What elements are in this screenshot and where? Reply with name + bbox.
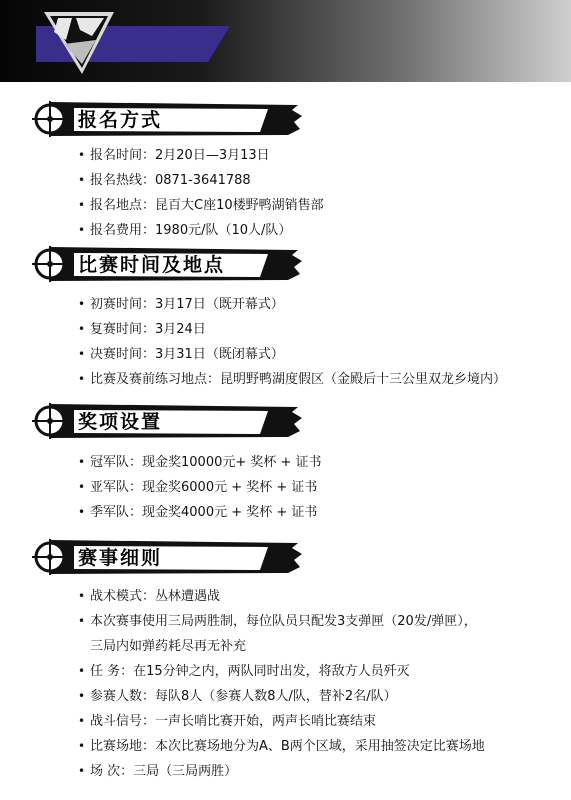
list-item: • 任 务：在15分钟之内，两队同时出发，将敌方人员歼灭 <box>78 659 485 684</box>
section-list <box>78 292 506 392</box>
section-list <box>78 450 322 525</box>
section-title: 奖项设置 <box>78 411 163 433</box>
list-item: • 复赛时间：3月24日 <box>78 317 506 342</box>
list-item: • 报名热线：0871-3641788 <box>78 168 324 193</box>
section-list <box>78 143 324 243</box>
list-item: • 本次赛事使用三局两胜制，每位队员只配发3支弹匣（20发/弹匣）， <box>78 609 485 634</box>
list-item-continuation: 三局内如弹药耗尽再无补充 <box>90 639 247 654</box>
list-item: • 报名地点：昆百大C座10楼野鸭湖销售部 <box>78 193 324 218</box>
list-item: • 冠军队：现金奖10000元+ 奖杯 + 证书 <box>78 450 322 475</box>
section-title: 赛事细则 <box>78 547 163 569</box>
list-item: • 决赛时间：3月31日（既闭幕式） <box>78 342 506 367</box>
list-item: • 比赛场地：本次比赛场地分为A、B两个区域，采用抽签决定比赛场地 <box>78 734 485 759</box>
list-item: • 报名时间：2月20日—3月13日 <box>78 143 324 168</box>
list-item: • 报名费用：1980元/队（10人/队） <box>78 218 324 243</box>
section-list <box>78 584 485 784</box>
section-heading-awards <box>30 400 305 442</box>
list-item: • 季军队：现金奖4000元 + 奖杯 + 证书 <box>78 500 322 525</box>
list-item: • 亚军队：现金奖6000元 + 奖杯 + 证书 <box>78 475 322 500</box>
list-item: • 参赛人数：每队8人（参赛人数8人/队，替补2名/队） <box>78 684 485 709</box>
section-heading-registration <box>30 98 305 140</box>
list-item: • 比赛及赛前练习地点：昆明野鸭湖度假区（金殿后十三公里双龙乡境内） <box>78 367 506 392</box>
list-item: • 战斗信号：一声长哨比赛开始，两声长哨比赛结束 <box>78 709 485 734</box>
header-stripe <box>0 0 571 82</box>
list-item: • 场 次：三局（三局两胜） <box>78 759 485 784</box>
list-item: • 战术模式：丛林遭遇战 <box>78 584 485 609</box>
section-heading-schedule <box>30 243 305 285</box>
section-title: 比赛时间及地点 <box>78 254 226 276</box>
list-item: • 初赛时间：3月17日（既开幕式） <box>78 292 506 317</box>
section-heading-rules <box>30 536 305 578</box>
section-title: 报名方式 <box>78 109 163 131</box>
